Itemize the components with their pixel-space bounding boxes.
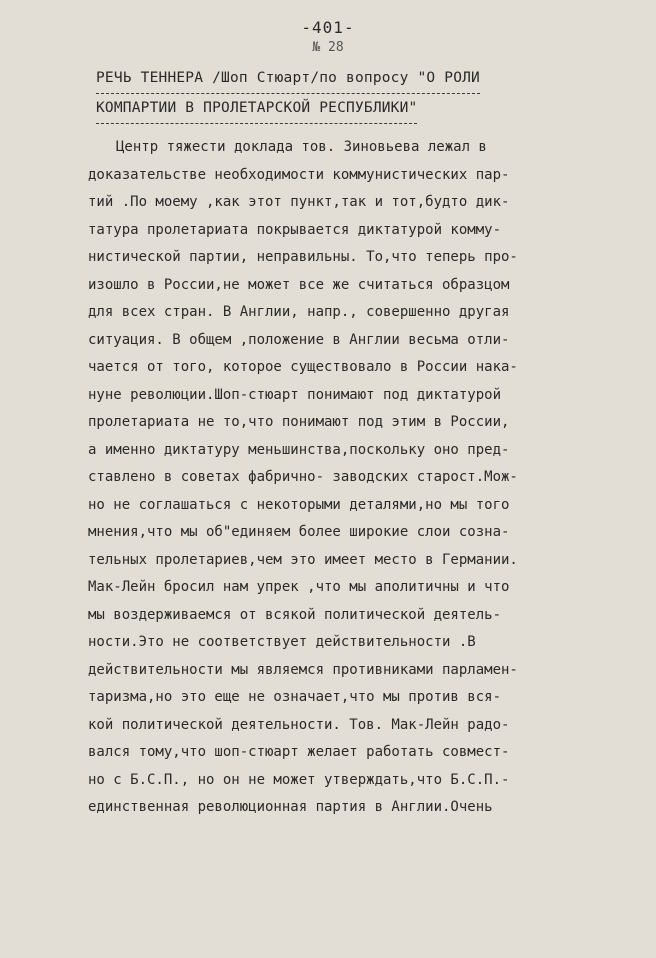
body-line: мы воздерживаемся от всякой политической деятель- <box>88 606 502 623</box>
body-line: для всех стран. В Англии, напр., совершенно другая <box>88 304 510 320</box>
body-line: Мак-Лейн бросил нам упрек ,что мы аполитичны и что <box>88 579 510 595</box>
body-line: чается от того, которое существовало в России нака- <box>88 359 518 375</box>
body-line: татура пролетариата покрывается диктатурой комму- <box>88 221 502 238</box>
body-line: таризма,но это еще не означает,что мы против вся- <box>88 689 502 705</box>
body-line: мнения,что мы об"единяем более широкие слои созна- <box>88 524 510 540</box>
body-line: тельных пролетариев,чем это имеет место в Германии. <box>88 551 518 568</box>
speech-title <box>96 64 570 124</box>
body-line: пролетариата не то,что понимают под этим в России, <box>88 414 510 430</box>
body-line: но не соглашаться с некоторыми деталями,но мы того <box>88 496 510 513</box>
title-line: КОМПАРТИИ В ПРОЛЕТАРСКОЙ РЕСПУБЛИКИ" <box>96 94 417 124</box>
body-line: доказательстве необходимости коммунистических пар- <box>88 166 510 183</box>
body-line: кой политической деятельности. Тов. Мак-Лейн радо- <box>88 716 510 733</box>
body-line: Центр тяжести доклада тов. Зиновьева лежал в <box>116 139 487 155</box>
body-line: ситуация. В общем ,положение в Англии весьма отли- <box>88 331 510 348</box>
body-line: ности.Это не соответствует действительности .В <box>88 634 476 650</box>
body-line: нистической партии, неправильны. То,что теперь про- <box>88 249 518 265</box>
body-line: тий .По моему ,как этот пункт,так и тот,будто дик- <box>88 194 510 210</box>
body-line: вался тому,что шоп-стюарт желает работать совмест- <box>88 744 510 760</box>
body-line: изошло в России,не может все же считаться образцом <box>88 276 510 293</box>
title-line: РЕЧЬ ТЕННЕРА /Шоп Стюарт/по вопросу "О РОЛИ <box>96 64 480 94</box>
body-line: нуне революции.Шоп-стюарт понимают под диктатурой <box>88 386 502 403</box>
page-number: -401- <box>301 18 355 37</box>
document-number: № 28 <box>312 40 344 55</box>
body-line: ставлено в советах фабрично- заводских старост.Мож- <box>88 469 518 485</box>
body-line: единственная революционная партия в Англии.Очень <box>88 799 493 815</box>
body-line: а именно диктатуру меньшинства,поскольку оно пред- <box>88 441 510 458</box>
speech-body <box>88 134 558 822</box>
body-line: действительности мы являемся противниками парламен- <box>88 661 518 678</box>
body-line: но с Б.С.П., но он не может утверждать,что Б.С.П.- <box>88 771 510 788</box>
